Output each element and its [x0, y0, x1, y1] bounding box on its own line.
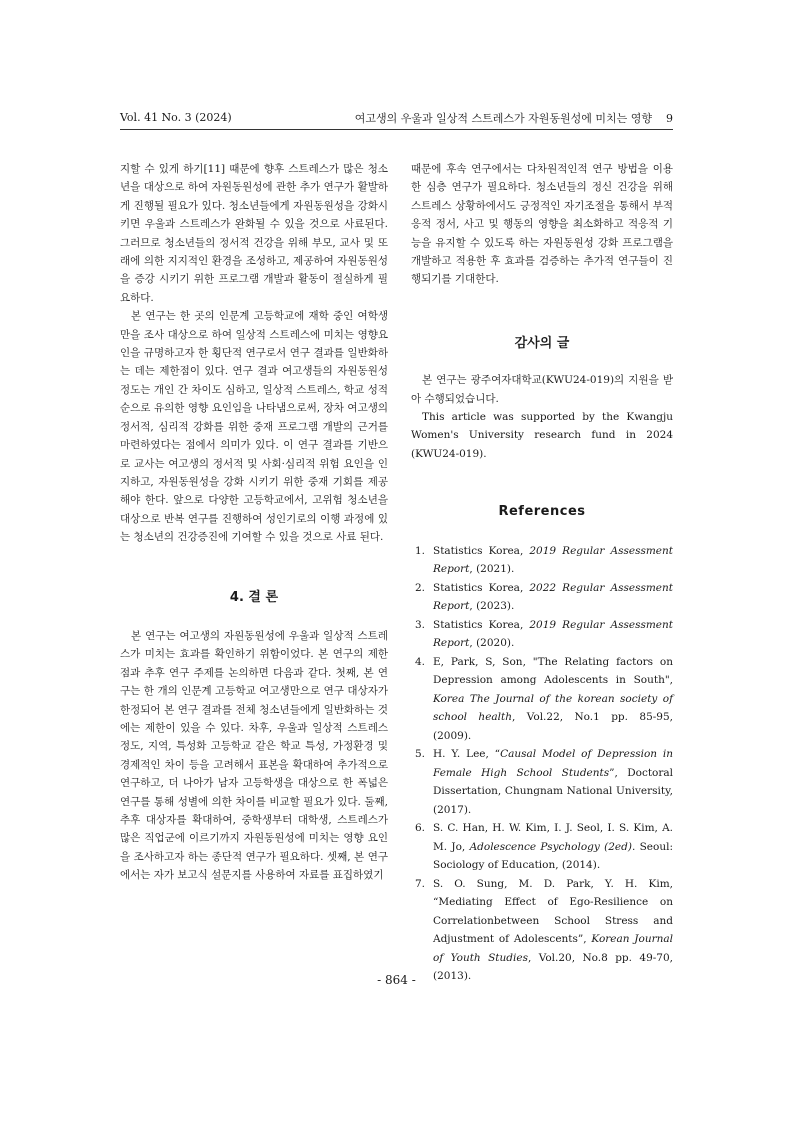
reference-title: 2019 Regular Assessment Report [433, 618, 673, 650]
reference-number: 2. [415, 581, 426, 594]
limitations-paragraph: 본 연구는 한 곳의 인문계 고등학교에 재학 중인 여학생만을 조사 대상으로 하여 일상적 스트레스에 미치는 영향요인을 규명하고자 한 횡단적 연구로서 연구 결과를 일반화하는 데는 제한점이 있다. 연구 결과 여고생들의 자원동원성 정도는 개인 간 차이도 심하고, 일상적 스트레스, 학교 성적순으로 유의한 영향 요인임을 나타냄으로써, 장차 여고생의 정서적, 심리적 강화를 위한 중재 프로그램 개발의 근거를 마련하였다는 점에서 의미가 있다. 이 연구 결과를 기반으로 교사는 여고생의 정서적 및 사회·심리적 위험 요인을 인지하고, 자원동원성을 강화 시키기 위한 중재 기회를 제공해야 한다. 앞으로 다양한 고등학교에서, 고위험 청소년을 대상으로 반복 연구를 진행하여 성인기로의 이행 과정에 있는 청소년의 건강증진에 기여할 수 있을 것으로 사료 된다. [120, 310, 388, 544]
running-title: 여고생의 우울과 일상적 스트레스가 자원동원성에 미치는 영향 [354, 112, 652, 125]
reference-authors: S. O. Sung, M. D. Park, Y. H. Kim, “Mediating Effect of Ego-Resilience on Correlationbetween School Stress and Adjustment of Adolescents”, [433, 877, 673, 946]
continued-paragraph: 때문에 후속 연구에서는 다차원적인적 연구 방법을 이용한 심층 연구가 필요하다. 청소년들의 정신 건강을 위해 스트레스 상황하에서도 긍정적인 자기조절을 통해서 부적응적 정서, 사고 및 행동의 영향을 최소화하고 적응적 기능을 유지할 수 있도록 하는 자원동원성 강화 프로그램을 개발하고 적용한 후 효과를 검증하는 추가적 연구들이 진행되기를 기대한다. [411, 163, 673, 286]
reference-authors: E, Park, S, Son, "The Relating factors on Depression among Adolescents in South", [433, 655, 673, 687]
reference-title: Korea The Journal of the korean society of school health [433, 692, 673, 724]
reference-details: ”, Doctoral Dissertation, Chungnam National University, (2017). [433, 766, 674, 816]
reference-authors: S. C. Han, H. W. Kim, I. J. Seol, I. S. Kim, A. M. Jo, [433, 822, 673, 853]
acknowledgement-korean: 본 연구는 광주여자대학교(KWU24-019)의 지원을 받아 수행되었습니다. [411, 374, 673, 405]
reference-title: 2019 Regular Assessment Report [433, 544, 673, 576]
reference-details: , Vol.22, No.1 pp. 85-95, (2009). [433, 711, 673, 742]
conclusion-heading: 4. 결 론 [229, 589, 279, 605]
reference-list [411, 542, 673, 986]
acknowledgement-heading: 감사의 글 [514, 335, 570, 351]
references-heading: References [498, 504, 586, 520]
reference-item [411, 745, 673, 819]
reference-item [411, 616, 673, 653]
reference-details: , Vol.20, No.8 pp. 49-70, (2013). [433, 951, 673, 983]
reference-details: Seoul: Sociology of Education, (2014). [433, 840, 673, 872]
reference-item [411, 542, 673, 579]
reference-authors: Statistics Korea, [433, 581, 530, 594]
reference-details: , (2020). [469, 637, 515, 650]
discussion-paragraph: 지할 수 있게 하기[11] 때문에 향후 스트레스가 많은 청소년을 대상으로 하여 자원동원성에 관한 추가 연구가 활발하게 진행될 필요가 있다. 청소년들에게 자원동원성을 강화시키면 우울과 스트레스가 완화될 수 있을 것으로 사료된다. 그러므로 청소년들의 정서적 건강을 위해 부모, 교사 및 또래에 의한 지지적인 환경을 조성하고, 제공하여 자원동원성을 증강 시키기 위한 프로그램 개발과 활동이 절실하게 필요하다. [120, 163, 388, 304]
reference-details: , (2021). [469, 563, 515, 576]
reference-number: 1. [415, 544, 426, 557]
journal-volume: Vol. 41 No. 3 (2024) [120, 111, 232, 124]
conclusion-paragraph: 본 연구는 여고생의 자원동원성에 우울과 일상적 스트레스가 미치는 효과를 확인하기 위함이었다. 본 연구의 제한점과 추후 연구 주제를 논의하면 다음과 같다. 첫째, 본 연구는 한 개의 인문계 고등학교 여고생만으로 연구 대상자가 한정되어 본 연구 결과를 전체 청소년들에게 일반화하는 것에는 제한이 있을 수 있다. 차후, 우울과 일상적 스트레스 정도, 지역, 특성화 고등학교 같은 학교 특성, 가정환경 및 경제적인 차이 등을 고려해서 표본을 확대하여 추가적으로 연구하고, 더 나아가 남자 고등학생을 대상으로 한 폭넓은 연구를 통해 성별에 의한 차이를 비교할 필요가 있다. 둘째, 추후 대상자를 확대하여, 중학생부터 대학생, 스트레스가 많은 직업군에 이르기까지 자원동원성에 미치는 영향 요인을 조사하고자 하는 종단적 연구가 필요하다. 셋째, 본 연구에서는 자가 보고식 설문지를 사용하여 자료를 표집하였기 [120, 629, 388, 882]
page-number: - 864 - [377, 973, 416, 987]
left-column [120, 160, 388, 885]
reference-number: 5. [415, 748, 426, 761]
reference-authors: H. Y. Lee, “ [433, 748, 501, 761]
reference-item [411, 653, 673, 746]
reference-item [411, 875, 673, 986]
reference-authors: Statistics Korea, [433, 544, 530, 557]
right-column [411, 160, 673, 986]
reference-number: 4. [415, 655, 426, 668]
reference-title: 2022 Regular Assessment Report [433, 581, 673, 613]
header-page-number: 9 [666, 112, 673, 125]
reference-details: , (2023). [469, 600, 515, 613]
running-header [355, 110, 673, 126]
reference-number: 7. [415, 877, 426, 890]
acknowledgement-english: This article was supported by the Kwangju Women's University research fund in 2024 (KWU24-019). [411, 411, 673, 460]
reference-item [411, 819, 673, 875]
reference-item [411, 579, 673, 616]
reference-title: Causal Model of Depression in Female High School Students [433, 748, 674, 779]
header-divider [120, 129, 673, 130]
reference-title: Korean Journal of Youth Studies [433, 933, 674, 964]
reference-title: Adolescence Psychology (2ed). [469, 840, 636, 853]
reference-authors: Statistics Korea, [433, 618, 530, 631]
reference-number: 6. [415, 822, 426, 835]
reference-number: 3. [415, 618, 426, 631]
